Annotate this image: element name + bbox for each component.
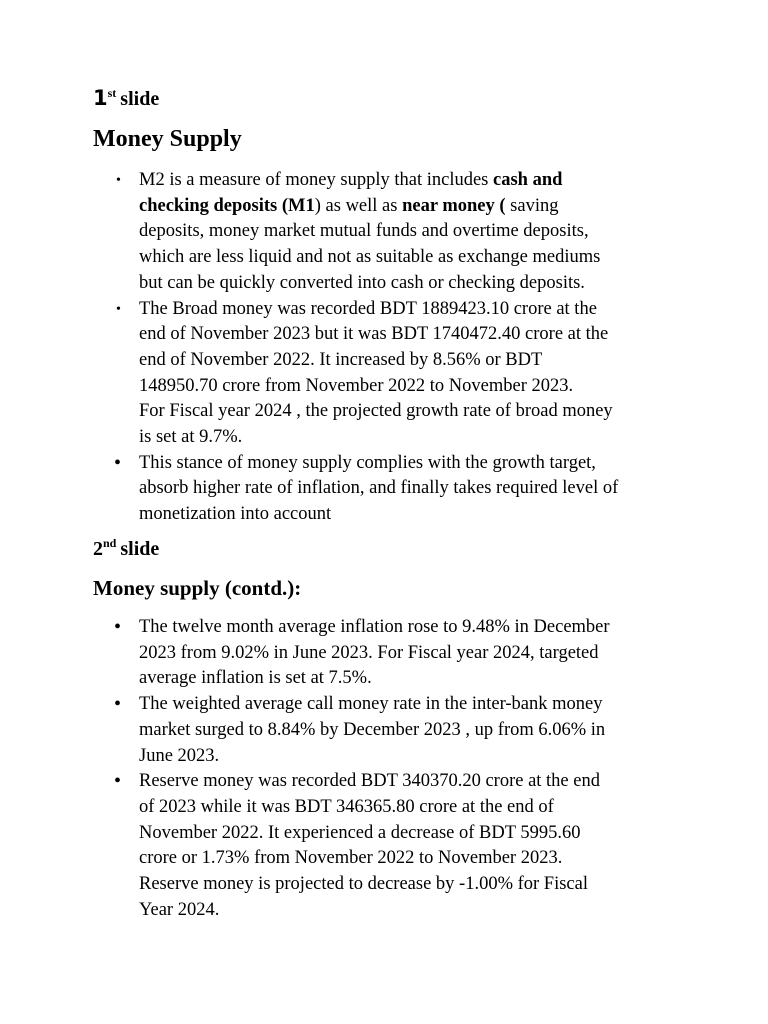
slide-1-bullet-list xyxy=(93,168,693,528)
text-line: For Fiscal year 2024 , the projected growth rate of broad money xyxy=(139,401,613,422)
text-line: is set at 9.7%. xyxy=(139,427,243,448)
text-run: saving xyxy=(505,195,559,216)
list-item xyxy=(93,769,693,923)
slide-2-label xyxy=(93,538,159,561)
bullet-icon: • xyxy=(114,770,122,793)
ordinal-suffix: nd xyxy=(103,536,117,550)
text-line: 2023 from 9.02% in June 2023. For Fiscal year 2024, targeted xyxy=(139,642,599,663)
text-line: 148950.70 crore from November 2022 to November 2023. xyxy=(139,375,574,396)
text-line: This stance of money supply complies with the growth target, xyxy=(139,452,596,473)
bullet-icon: • xyxy=(114,451,122,474)
bold-text-run: cash and xyxy=(493,170,563,190)
bullet-icon: • xyxy=(116,301,121,317)
list-item xyxy=(93,615,693,692)
text-line: but can be quickly converted into cash or checking deposits. xyxy=(139,272,585,293)
text-line: average inflation is set at 7.5%. xyxy=(139,668,372,689)
slide-word: slide xyxy=(120,538,160,560)
text-line: Reserve money was recorded BDT 340370.20 crore at the end xyxy=(139,771,600,792)
bullet-icon: • xyxy=(114,693,122,716)
slide-number: 1 xyxy=(93,86,108,110)
slide-number: 2 xyxy=(93,538,103,560)
text-run: M2 is a measure of money supply that includes xyxy=(139,170,494,190)
list-item xyxy=(93,168,693,297)
text-line: end of November 2023 but it was BDT 1740472.40 crore at the xyxy=(139,324,609,345)
list-item xyxy=(93,692,693,769)
text-line: The twelve month average inflation rose to 9.48% in December xyxy=(139,617,610,637)
slide-2-title: Money supply (contd.): xyxy=(93,576,302,600)
text-line: of 2023 while it was BDT 346365.80 crore at the end of xyxy=(139,796,554,817)
bullet-icon: • xyxy=(114,616,122,638)
slide-word: slide xyxy=(120,88,160,110)
slide-1-label xyxy=(93,86,159,111)
text-line: which are less liquid and not as suitable as exchange mediums xyxy=(139,247,601,268)
text-line: November 2022. It experienced a decrease of BDT 5995.60 xyxy=(139,822,581,843)
text-run: ) as well as xyxy=(314,195,403,216)
text-line: end of November 2022. It increased by 8.56% or BDT xyxy=(139,349,543,370)
text-line: The Broad money was recorded BDT 1889423.10 crore at the xyxy=(139,298,597,319)
list-item xyxy=(93,297,693,451)
ordinal-suffix: st xyxy=(107,86,117,100)
text-line: market surged to 8.84% by December 2023 , up from 6.06% in xyxy=(139,719,606,740)
text-line: crore or 1.73% from November 2022 to November 2023. xyxy=(139,848,563,869)
text-line: Reserve money is projected to decrease by -1.00% for Fiscal xyxy=(139,874,588,895)
text-line xyxy=(139,168,693,194)
bullet-icon: • xyxy=(116,173,121,188)
text-line: monetization into account xyxy=(139,504,332,525)
text-line: absorb higher rate of inflation, and finally takes required level of xyxy=(139,478,619,499)
slide-1-title: Money Supply xyxy=(93,126,242,152)
text-line xyxy=(139,194,693,220)
text-line: The weighted average call money rate in the inter-bank money xyxy=(139,694,603,715)
bold-text-run: checking deposits (M1 xyxy=(139,195,315,216)
list-item xyxy=(93,451,693,528)
text-line: deposits, money market mutual funds and overtime deposits, xyxy=(139,221,589,242)
text-line: June 2023. xyxy=(139,745,220,766)
slide-2-bullet-list xyxy=(93,615,693,923)
bold-text-run: near money ( xyxy=(402,195,506,216)
text-line: Year 2024. xyxy=(139,899,220,920)
